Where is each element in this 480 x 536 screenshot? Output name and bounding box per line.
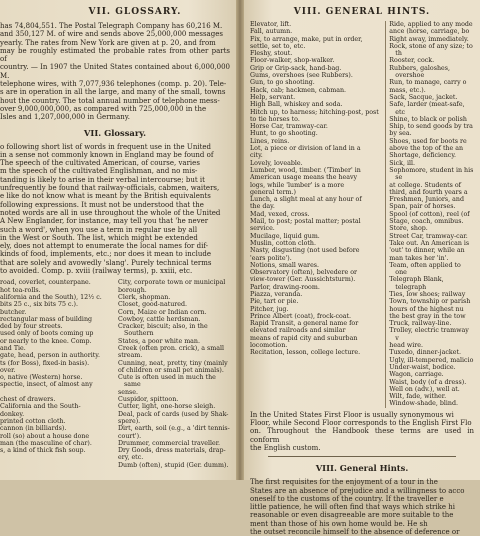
glossary-entry: Pitcher, jug. (250, 305, 289, 313)
text-line: to avoided. Comp. p. xviii (railway terms), p. xxiii, etc. (0, 267, 193, 276)
glossary-entry: Mad, vexed, cross. (250, 210, 310, 218)
text-line: over 9,000,000,000, as compared with 725,000,000 in the (0, 104, 207, 113)
glossary-entry: and Tie. (0, 344, 26, 352)
text-line: the outset reconcile himself to the absence of deference or (250, 528, 460, 536)
glossary-entry: view-tower (Ger. Aussichtsturm). (250, 276, 356, 284)
glossary-entry: by sea. (389, 130, 412, 138)
glossary-entry: spere). (118, 417, 141, 425)
text-line: that are solely and avowedly 'slang'. Purely technical terms (0, 258, 212, 267)
glossary-entry: Lines, reins. (250, 137, 290, 145)
glossary-entry: Spool (of cotton), reel (of (389, 210, 470, 218)
glossary-entry: the best gray in the tow (389, 312, 466, 320)
glossary-entry: Cowboy, cattle herdsman. (118, 315, 201, 323)
glossary-entry: bits 25 c., six bits 75 c.). (0, 301, 78, 309)
glossary-entry: Stage, coach, omnibus. (389, 218, 464, 226)
glossary-entry: Truck, railway-line. (389, 320, 452, 328)
glossary-entry: sense. (118, 388, 138, 396)
glossary-entry: Fall, autumn. (250, 28, 293, 36)
glossary-entry: Recitation, lesson, college lecture. (250, 349, 361, 357)
glossary-entry: Store, shop. (389, 225, 428, 233)
text-line: telephone wires, with 7,077,936 telephones (comp. p. 20). Tele- (0, 80, 227, 89)
glossary-entry: general term.) (250, 188, 297, 196)
text-line: yearly. The rates from New York are given at p. 20, and from (0, 38, 216, 47)
glossary-entry: Sack, Sacque, jacket. (389, 93, 458, 101)
glossary-intro-paragraph (0, 143, 230, 276)
glossary-entry: s, a kind of thick fish soup. (0, 447, 86, 455)
glossary-entry: elevated railroads and similar (250, 327, 346, 335)
glossary-entry: Lovely, loveable. (250, 159, 303, 167)
glossary-section-title: VII. Glossary. (83, 127, 147, 138)
glossary-entry: used only of boots coming up (0, 330, 94, 338)
glossary-entry: hours of the highest nu (389, 305, 464, 313)
glossary-entry: spectie, insect, of almost any (0, 381, 93, 389)
glossary-entry: Street Car, tramway-car. (389, 232, 468, 240)
glossary-entry: Waist, body (of a dress). (389, 378, 467, 386)
glossary-entry: Wilt, fade, wither. (389, 393, 447, 401)
text-line: Floor, while Second Floor corresponds to the English First Flo (250, 419, 472, 428)
text-line: in the West or South. The list, which might be extended (0, 233, 198, 242)
text-line: oneself to the customs of the country. If the traveller e (250, 494, 444, 503)
glossary-entry: Creek (often pron. crick), a small (118, 344, 224, 352)
glossary-entry: Clerk, shopman. (118, 293, 171, 301)
text-line: States are an absence of prejudice and a willingness to acco (250, 486, 465, 495)
glossary-entry: Rooster, cock. (389, 57, 435, 65)
glossary-entry: Muslin, cotton cloth. (250, 239, 316, 247)
glossary-entry: Hunt, to go shooting. (250, 130, 318, 138)
glossary-entry: High Ball, whiskey and soda. (250, 101, 343, 109)
glossary-entry: Shortage, deficiency. (389, 152, 457, 160)
glossary-entry: Rapid Transit, a general name for (250, 320, 359, 328)
glossary-entry: Sophomore, student in his se (389, 166, 474, 182)
glossary-entry: Mucilage, liquid gum. (250, 232, 320, 240)
glossary-entry: Deal, pack of cards (used by Shak- (118, 410, 229, 418)
text-line: Isles and 1,207,000,000 in Germany. (0, 113, 131, 122)
glossary-entry: Lot, a piece or division of land in a (250, 145, 361, 153)
glossary-entry: hot tea-rolls. (0, 286, 41, 294)
glossary-entry: Gun, to go shooting. (250, 79, 315, 87)
glossary-entry: 'out' to dinner, while an (389, 247, 465, 255)
glossary-entry: Mail, to post; postal matter; postal (250, 218, 361, 226)
glossary-columns-continued (250, 21, 474, 408)
glossary-entry: over. (0, 366, 16, 374)
glossary-entry: Ugly, ill-tempered, malicio (389, 356, 474, 364)
text-line: and 350,127 M. of wire and sends above 25,000,000 messages (0, 30, 223, 39)
glossary-entry: Cunning, neat, pretty, tiny (mainly (118, 359, 228, 367)
glossary-entry: borough. (118, 286, 147, 294)
glossary-entry: Nasty, disgusting (not used before (250, 247, 360, 255)
glossary-entry: Pie, tart or pie. (250, 298, 299, 306)
glossary-entry: ded by four streets. (0, 323, 63, 331)
glossary-entry: Prince Albert (coat), frock-coat. (250, 312, 352, 320)
glossary-entry: to tie horses to. (250, 115, 300, 123)
glossary-column-right (118, 279, 230, 469)
left-running-header: VII. GLOSSARY. (88, 7, 182, 17)
glossary-columns (0, 279, 230, 469)
glossary-entry: settle, set to, etc. (250, 42, 306, 50)
glossary-entry: Trolley, electric tramway v (389, 327, 469, 342)
text-line: little patience, he will often find that ways which strike hi (250, 503, 455, 512)
glossary-entry: rectangular mass of building (0, 315, 93, 323)
text-line: reasonable or even disagreeable are more suitable to the (250, 511, 454, 520)
text-line: in a sense not commonly known in England may be found of (0, 150, 214, 159)
glossary-entry: o, native (Western) horse. (0, 374, 83, 382)
glossary-entry: Safe, larder (meat-safe, etc (389, 101, 465, 116)
general-hints-paragraph (250, 478, 474, 536)
glossary-entry: Observatory (often), belvedere or (250, 269, 358, 277)
glossary-entry: Take out. An American is (389, 239, 470, 247)
glossary-entry: Hack, cab; hackmen, cabman. (250, 86, 347, 94)
glossary-entry: American usage means the heavy (250, 174, 358, 182)
glossary-entry: locomotion. (250, 342, 288, 350)
text-line: ment than those of his own home would be. He sh (250, 519, 428, 528)
glossary-entry: States, a poor white man. (118, 337, 200, 345)
glossary-entry: Ties, low shoes; railway (389, 290, 466, 298)
glossary-entry: alifornia and the South), 12½ c. (0, 293, 102, 301)
glossary-entry: Dumb (often), stupid (Ger. dumm). (118, 461, 229, 469)
glossary-entry: Tuxedo, dinner-jacket. (389, 349, 461, 357)
glossary-entry: ance (horse, carriage, bo (389, 28, 470, 36)
glossary-entry: Run, to manage, carry o (389, 79, 467, 87)
glossary-entry: Fix, to arrange, make, put in order, (250, 35, 363, 43)
glossary-column-continued-left (250, 21, 381, 408)
glossary-entry: City, corporate town or municipal (118, 279, 226, 287)
glossary-column-left (0, 279, 112, 469)
text-line: The speech of the cultivated American, of course, varies (0, 159, 200, 168)
right-page (244, 0, 480, 536)
text-line: m the speech of the cultivated Englishman, and no mis- (0, 167, 198, 176)
book-gutter (236, 0, 244, 480)
right-running-header: VIII. GENERAL HINTS. (293, 7, 431, 17)
glossary-entry: Wagon, carriage. (389, 371, 444, 379)
text-line: hout the country. The total annual number of telephone mess- (0, 96, 220, 105)
glossary-entry: Drummer, commercial traveller. (118, 439, 221, 447)
glossary-entry: cannon (in billiards). (0, 425, 67, 433)
glossary-entry: Cracker, biscuit; also, in the Southern (118, 323, 208, 338)
glossary-entry: Corn, Maize or Indian corn. (118, 308, 207, 316)
text-line: unfrequently be found that railway-officials, cabmen, waiters, (0, 184, 220, 193)
glossary-entry: printed cotton cloth. (0, 417, 66, 425)
glossary-entry: Town, township or parish (389, 298, 471, 306)
glossary-entry: court'). (118, 432, 142, 440)
glossary-entry: or nearly to the knee. Comp. (0, 337, 92, 345)
glossary-entry: road, coverlet, counterpane. (0, 279, 91, 287)
glossary-entry: Closet, good-natured. (118, 301, 188, 309)
left-page (0, 0, 236, 480)
glossary-entry: man (the masculine of char). (0, 439, 92, 447)
text-line: In the United States First Floor is usually synonymous wi (250, 410, 454, 419)
glossary-entry: Ride, applied to any mode (389, 21, 473, 28)
glossary-entry: the day. (250, 203, 275, 211)
glossary-entry: Fleshy, stout. (250, 50, 293, 58)
glossary-entry: Parlor, drawing-room. (250, 283, 320, 291)
glossary-entry: third, and fourth years a (389, 188, 468, 196)
glossary-entry: Grip or Grip-sack, hand-bag. (250, 64, 342, 72)
floor-note-paragraph (250, 411, 474, 452)
glossary-entry: logs, while 'lumber' is a more (250, 181, 345, 189)
text-line: o following short list of words in frequent use in the United (0, 142, 212, 151)
text-line: ely, does not attempt to enumerate the local names for dif- (0, 242, 209, 251)
glossary-entry: Hitch up, to harness; hitching-post, post (250, 108, 379, 116)
glossary-entry: Help, servant. (250, 93, 296, 101)
glossary-entry: Rubbers, galoshes, overshoe (389, 64, 450, 80)
glossary-entry: Window-shade, blind. (389, 400, 459, 408)
glossary-entry: Span, pair of horses. (389, 203, 456, 211)
glossary-entry: roll (so) about a house done (0, 432, 90, 440)
glossary-entry: 'ears polite'). (250, 254, 292, 262)
glossary-entry: Cuspidor, spittoon. (118, 396, 179, 404)
text-line: tanding is likely to arise in their verbal intercourse; but it (0, 175, 205, 184)
glossary-entry: Sick, ill. (389, 159, 416, 167)
glossary-entry: Dirt, earth, soil (e.g., a 'dirt tennis- (118, 425, 230, 433)
glossary-entry: Under-waist, bodice. (389, 363, 456, 371)
glossary-entry: Freshmen, Juniors, and (389, 196, 464, 204)
glossary-entry: Cutter, light, one-horse sleigh. (118, 403, 216, 411)
glossary-entry: Rock, stone of any size; to th (389, 42, 473, 58)
left-intro-paragraph (0, 22, 230, 122)
glossary-column-continued-right (385, 21, 474, 408)
text-line: has 74,804,551. The Postal Telegraph Company has 60,216 M. (0, 22, 223, 30)
text-line: The first requisites for the enjoyment of a tour in the (250, 478, 438, 487)
text-line: s are in operation in all the large, and many of the small, towns (0, 88, 226, 97)
glossary-entry: head wire. (389, 342, 424, 350)
glossary-entry: service. (250, 225, 275, 233)
glossary-entry (0, 389, 112, 396)
glossary-entry: stream. (118, 352, 143, 360)
glossary-entry: chest of drawers. (0, 396, 56, 404)
glossary-entry: at college. Students of (389, 181, 462, 189)
text-line: e like do not know what is meant by the British equivalents (0, 192, 211, 201)
glossary-entry: city. (250, 152, 263, 160)
glossary-entry: butcher. (0, 308, 27, 316)
glossary-entry: ts (for Boss), fixed-in basis). (0, 359, 90, 367)
glossary-entry: mass, etc.). (389, 86, 426, 94)
text-line: such a word', when you use a term in regular use by all (0, 225, 198, 234)
text-line: country. — In 1907 the United States contained about 6,000,000 M. (0, 63, 230, 80)
glossary-entry: ery, etc. (118, 454, 144, 462)
glossary-entry: gate, head, person in authority. (0, 352, 100, 360)
text-line: following expressions. It must not be understood that the (0, 200, 204, 209)
glossary-entry: Gums, overshoes (see Rubbers). (250, 72, 353, 80)
general-hints-section-title: VIII. General Hints. (315, 463, 409, 474)
glossary-entry: man takes her 'in'. (389, 254, 449, 262)
glossary-entry: Team, often applied to one (389, 261, 461, 277)
glossary-entry: donkey. (0, 410, 25, 418)
glossary-entry: Elevator, lift. (250, 21, 292, 28)
glossary-entry: Horse Car, tramway-car. (250, 123, 328, 131)
glossary-entry: Cute is often used in much the same (118, 374, 216, 389)
glossary-entry: Notions, small wares. (250, 261, 320, 269)
glossary-entry: Dry Goods, dress materials, drap- (118, 447, 226, 455)
glossary-entry: Right away, immediately. (389, 35, 469, 43)
glossary-entry: above the top of the an (389, 145, 464, 153)
glossary-entry: Piazza, veranda. (250, 290, 303, 298)
glossary-entry: Shine, to black or polish (389, 115, 467, 123)
glossary-entry: Telegraph Blank, telegraph (389, 276, 444, 291)
text-line: on. Throughout the Handbook these terms are used in conform (250, 427, 474, 444)
text-line: may be roughly estimated the probable rates from other parts of (0, 46, 230, 64)
glossary-entry: Lunch, a slight meal at any hour of (250, 196, 362, 204)
glossary-entry: Well on (adv.), well at. (389, 385, 460, 393)
glossary-entry: Lumber, wood, timber. ('Timber' in (250, 166, 361, 174)
glossary-entry: Shoes, used for boots re (389, 137, 467, 145)
text-line: kinds of food, implements, etc.; nor does it mean to include (0, 250, 212, 259)
glossary-entry: means of rapid city and suburban (250, 334, 358, 342)
section-divider (268, 456, 456, 457)
glossary-entry: Ship, to send goods by tra (389, 123, 473, 131)
glossary-entry: Floor-walker, shop-walker. (250, 57, 335, 65)
text-line: the English custom. (250, 443, 321, 452)
text-line: A New Englander, for instance, may tell you that 'he never (0, 217, 209, 226)
glossary-entry: of children or small pet animals). (118, 366, 224, 374)
text-line: noted words are all in use throughout the whole of the United (0, 208, 221, 217)
glossary-entry: California and the South- (0, 403, 81, 411)
